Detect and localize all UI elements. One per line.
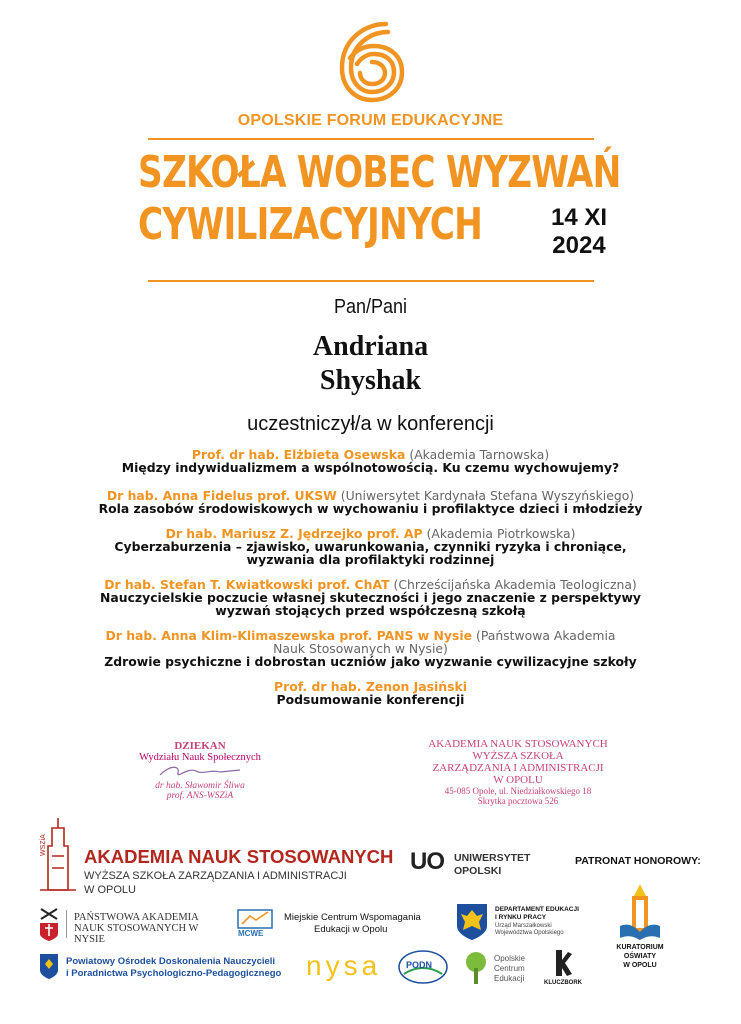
kluczbork-logo <box>544 948 584 992</box>
dept-line-4: Województwa Opolskiego <box>495 930 564 936</box>
ans-city: W OPOLU <box>84 884 136 896</box>
academy-stamp-line-3: ZARZĄDZANIA I ADMINISTRACJI <box>432 762 604 774</box>
kluczbork-icon <box>552 948 574 978</box>
title-bottom-divider <box>148 280 594 282</box>
dept-line-1: DEPARTAMENT EDUKACJI <box>495 906 579 913</box>
pans-divider <box>66 910 67 938</box>
honorary-patronage-label: PATRONAT HONOROWY: <box>575 855 701 867</box>
signature-icon <box>140 763 260 781</box>
uo-mark: UO <box>410 848 444 875</box>
pans-crest-icon <box>38 906 60 942</box>
pans-line-1: PAŃSTWOWA AKADEMIA <box>74 912 199 923</box>
participant-name <box>0 330 741 398</box>
department-logo <box>455 902 585 944</box>
podn-small-logo <box>396 948 450 986</box>
uo-line-2: OPOLSKI <box>454 865 502 877</box>
dept-line-2: I RYNKU PRACY <box>495 914 547 921</box>
kuratorium-line-2: OŚWIATY <box>623 953 657 960</box>
mcwe-line-2: Edukacji w Opolu <box>314 924 388 935</box>
title-line-1: SZKOŁA WOBEC WYZWAŃ <box>138 147 621 198</box>
talk-institution: (Akademia Tarnowska) <box>409 447 550 462</box>
talk-item <box>60 527 681 566</box>
opole-eagle-icon <box>455 902 489 942</box>
date-year: 2024 <box>552 232 606 259</box>
talk-institution: (Uniwersytet Kardynała Stefana Wyszyńskiego) <box>340 488 635 503</box>
participant-last-name: Shyshak <box>319 365 422 396</box>
ans-mark: WSZiA <box>40 834 47 856</box>
talk-item <box>60 489 681 515</box>
academy-stamp-line-4: W OPOLU <box>493 774 543 786</box>
kuratorium-line-1: KURATORIUM <box>616 944 664 951</box>
kuratorium-logo <box>610 882 670 992</box>
academy-stamp-line-1: AKADEMIA NAUK STOSOWANYCH <box>428 738 608 750</box>
talk-title: Nauczycielskie poczucie własnej skuteczności i jego znaczenie z perspektywy wyzwań stojących przed współczesną szkołą <box>100 590 641 618</box>
oce-tree-icon <box>462 950 490 986</box>
participation-statement: uczestniczył/a w konferencji <box>247 413 494 435</box>
date-day: 14 XI <box>550 204 608 231</box>
talk-title: Cyberzaburzenia – zjawisko, uwarunkowania, czynniki ryzyka i chroniące, wyzwania dla profilaktyki rodzinnej <box>114 539 627 567</box>
conference-date <box>548 204 610 260</box>
talk-institution: (Akademia Piotrkowska) <box>426 526 576 541</box>
mcwe-mark: MCWE <box>238 929 264 938</box>
ans-wszia-logo <box>38 816 398 896</box>
oce-line-2: Centrum <box>494 964 525 973</box>
mcwe-line-1: Miejskie Centrum Wspomagania <box>284 912 421 923</box>
kuratorium-line-3: W OPOLU <box>623 962 657 969</box>
dept-line-3: Urząd Marszałkowski <box>495 923 552 929</box>
oce-line-1: Opolskie <box>494 954 526 963</box>
kuratorium-icon <box>616 882 664 942</box>
talk-item <box>60 680 681 706</box>
talk-speaker: Prof. dr hab. Zenon Jasiński <box>274 679 467 694</box>
participant-first-name: Andriana <box>312 331 429 362</box>
podn-line-1: Powiatowy Ośrodek Doskonalenia Nauczycieli <box>66 956 276 967</box>
talk-institution: (Chrześcijańska Akademia Teologiczna) <box>393 577 637 592</box>
talk-item <box>60 578 681 617</box>
talk-speaker: Prof. dr hab. Elżbieta Osewska <box>191 447 406 462</box>
forum-name: OPOLSKIE FORUM EDUKACYJNE <box>237 112 504 129</box>
oce-line-3: Edukacji <box>494 974 525 983</box>
dean-stamp-name-2: prof. ANS-WSZiA <box>166 791 234 801</box>
uo-logo <box>410 850 550 880</box>
podn-small-mark: PODN <box>406 960 433 970</box>
dean-stamp-title: DZIEKAN <box>174 740 226 752</box>
talk-institution: (Państwowa Akademia Nauk Stosowanych w Nysie) <box>273 628 616 656</box>
academy-stamp-line-5: 45-085 Opole, ul. Niedziałkowskiego 18 <box>444 786 592 796</box>
pans-line-2: NAUK STOSOWANYCH W NYSIE <box>74 923 199 945</box>
pans-nysa-logo <box>38 906 228 945</box>
forum-logo-six-icon <box>334 18 410 104</box>
uo-line-1: UNIWERSYTET <box>454 852 531 864</box>
talk-speaker: Dr hab. Anna Fidelus prof. UKSW <box>106 488 337 503</box>
podn-crest-icon <box>38 952 60 980</box>
dean-stamp-name: dr hab. Sławomir Śliwa <box>155 781 245 791</box>
academy-stamp-line-2: WYŻSZA SZKOŁA <box>472 750 564 762</box>
pans-name <box>74 912 228 945</box>
talk-speaker: Dr hab. Anna Klim-Klimaszewska prof. PANS w Nysie <box>105 628 473 643</box>
dean-stamp-faculty: Wydziału Nauk Społecznych <box>139 752 261 763</box>
salutation: Pan/Pani <box>333 296 408 318</box>
talk-title: Między indywidualizmem a wspólnotowością. Ku czemu wychowujemy? <box>121 460 620 475</box>
talk-title: Zdrowie psychiczne i dobrostan uczniów jako wyzwanie cywilizacyjne szkoły <box>104 654 637 669</box>
ans-subname: WYŻSZA SZKOŁA ZARZĄDZANIA I ADMINISTRACJI <box>84 870 347 882</box>
ans-name: AKADEMIA NAUK STOSOWANYCH <box>84 846 394 867</box>
oce-logo <box>462 950 542 990</box>
talk-speaker: Dr hab. Stefan T. Kwiatkowski prof. ChAT <box>104 577 390 592</box>
kluczbork-label: KLUCZBORK <box>544 980 582 986</box>
mcwe-logo <box>232 906 432 942</box>
academy-stamp <box>398 738 638 806</box>
talk-title: Rola zasobów środowiskowych w wychowaniu i profilaktyce dzieci i młodzieży <box>98 501 643 516</box>
academy-stamp-line-6: Skrytka pocztowa 526 <box>477 796 559 806</box>
title-line-2: CYWILIZACYJNYCH <box>138 199 483 250</box>
title-top-divider <box>148 138 594 140</box>
podn-logo <box>38 952 298 984</box>
talk-item <box>60 448 681 474</box>
talk-item <box>60 629 681 668</box>
nysa-logo: nysa <box>306 950 382 981</box>
dean-stamp <box>120 740 280 801</box>
talk-title: Podsumowanie konferencji <box>276 692 465 707</box>
podn-line-2: i Poradnictwa Psychologiczno-Pedagogicznego <box>66 968 282 979</box>
talk-speaker: Dr hab. Mariusz Z. Jędrzejko prof. AP <box>165 526 423 541</box>
